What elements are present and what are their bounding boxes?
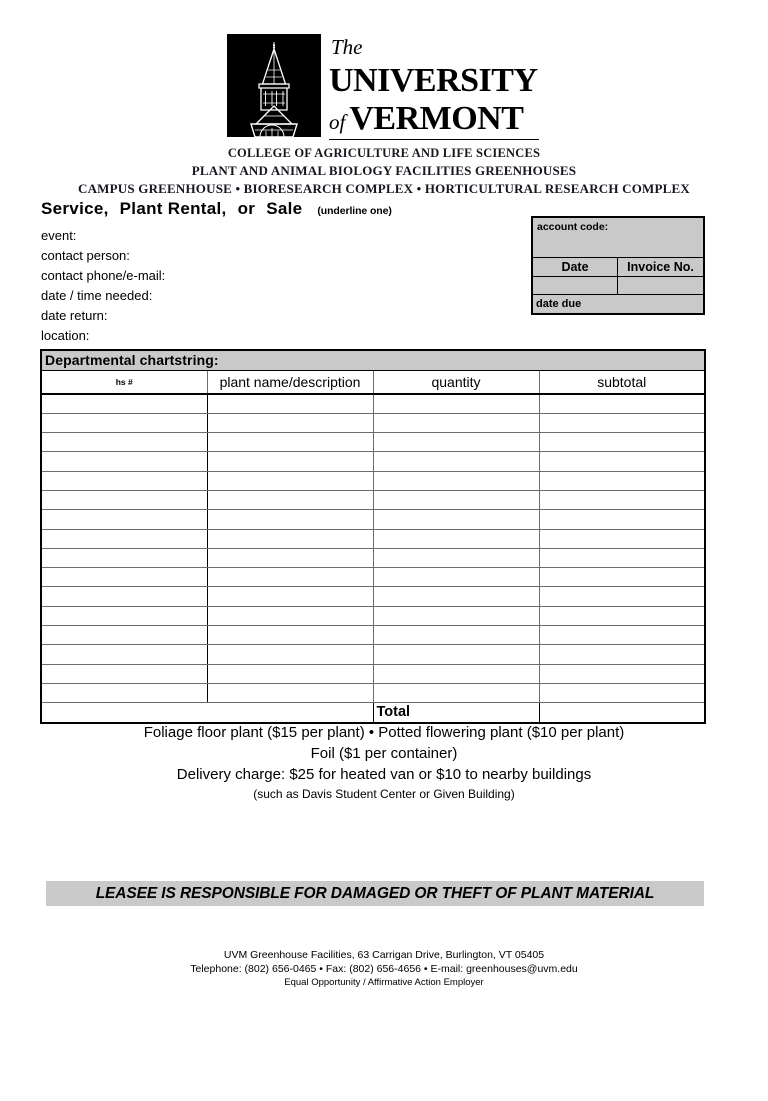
liability-banner: LEASEE IS RESPONSIBLE FOR DAMAGED OR THEFT OF PLANT MATERIAL [46,881,704,906]
column-header-description: plant name/description [207,371,373,395]
cell-hs[interactable] [41,490,207,509]
cell-quantity[interactable] [373,568,539,587]
cell-subtotal[interactable] [539,587,705,606]
cell-subtotal[interactable] [539,626,705,645]
table-row[interactable] [41,645,705,664]
date-due-field[interactable] [533,295,703,313]
cell-description[interactable] [207,587,373,606]
title-option-sale[interactable]: Sale [266,199,303,218]
table-row[interactable] [41,413,705,432]
cell-description[interactable] [207,413,373,432]
column-header-quantity: quantity [373,371,539,395]
cell-hs[interactable] [41,548,207,567]
account-code-label: account code: [537,221,609,233]
field-date-return[interactable] [41,306,501,326]
cell-description[interactable] [207,683,373,702]
title-option-service[interactable]: Service, [41,199,109,218]
title-conjunction-or: or [237,199,256,218]
page-title [41,199,392,219]
cell-quantity[interactable] [373,452,539,471]
total-spacer-hs [41,703,207,724]
departmental-chartstring-field[interactable] [41,350,705,371]
account-code-field[interactable] [533,218,703,258]
field-event[interactable] [41,226,501,246]
cell-description[interactable] [207,510,373,529]
underline-one-note: (underline one) [317,205,392,217]
table-row[interactable] [41,529,705,548]
cell-description[interactable] [207,433,373,452]
total-spacer-description [207,703,373,724]
footer [0,948,768,989]
cell-description[interactable] [207,394,373,413]
cell-description[interactable] [207,645,373,664]
facilities-line: CAMPUS GREENHOUSE • BIORESEARCH COMPLEX • HORTICULTURAL RESEARCH COMPLEX [78,181,690,196]
table-row[interactable] [41,587,705,606]
footer-contact: Telephone: (802) 656-0465 • Fax: (802) 656-4656 • E-mail: greenhouses@uvm.edu [190,963,578,975]
invoice-no-header: Invoice No. [627,260,694,274]
college-line: COLLEGE OF AGRICULTURE AND LIFE SCIENCES [227,146,541,160]
total-row [41,703,705,724]
table-row[interactable] [41,433,705,452]
field-contact-phone-email[interactable] [41,266,501,286]
cell-subtotal[interactable] [539,471,705,490]
cell-subtotal[interactable] [539,510,705,529]
uvm-wordmark [321,34,541,140]
footer-address: UVM Greenhouse Facilities, 63 Carrigan Drive, Burlington, VT 05405 [223,949,545,961]
table-row[interactable] [41,471,705,490]
cell-subtotal[interactable] [539,606,705,625]
cell-hs[interactable] [41,510,207,529]
column-header-hs: hs # [41,371,207,395]
invoice-no-value-cell[interactable] [618,277,703,294]
cell-quantity[interactable] [373,645,539,664]
field-date-time-needed-label: date / time needed: [41,288,153,303]
cell-subtotal[interactable] [539,413,705,432]
price-note-plants: Foliage floor plant ($15 per plant) • Potted flowering plant ($10 per plant) [143,724,625,741]
cell-quantity[interactable] [373,433,539,452]
cell-hs[interactable] [41,433,207,452]
department-line: PLANT AND ANIMAL BIOLOGY FACILITIES GREENHOUSES [191,163,577,178]
table-row[interactable] [41,548,705,567]
cell-description[interactable] [207,452,373,471]
date-header: Date [533,258,618,276]
wordmark-the: The [331,35,363,59]
cell-quantity[interactable] [373,394,539,413]
cell-quantity[interactable] [373,587,539,606]
account-box-value-row [533,277,703,295]
cell-quantity[interactable] [373,626,539,645]
price-notes [0,722,768,804]
cell-hs[interactable] [41,645,207,664]
wordmark-vermont: VERMONT [349,100,524,137]
field-location[interactable] [41,326,501,346]
cell-subtotal[interactable] [539,548,705,567]
cell-quantity[interactable] [373,471,539,490]
cell-hs[interactable] [41,568,207,587]
date-due-label: date due [536,298,582,310]
cell-hs[interactable] [41,587,207,606]
cell-subtotal[interactable] [539,683,705,702]
table-body [41,394,705,723]
cell-subtotal[interactable] [539,394,705,413]
wordmark-rule [329,139,539,140]
table-row[interactable] [41,452,705,471]
cell-description[interactable] [207,664,373,683]
cell-subtotal[interactable] [539,452,705,471]
cell-description[interactable] [207,606,373,625]
cell-hs[interactable] [41,626,207,645]
wordmark-university: UNIVERSITY [329,62,538,99]
order-line-items-table [40,349,706,724]
price-note-foil: Foil ($1 per container) [310,745,458,762]
table-row[interactable] [41,683,705,702]
account-box-header-row [533,258,703,277]
cell-hs[interactable] [41,394,207,413]
cell-description[interactable] [207,471,373,490]
price-note-nearby-examples: (such as Davis Student Center or Given Building) [253,787,515,801]
footer-eeo-statement: Equal Opportunity / Affirmative Action Employer [284,977,484,988]
cell-subtotal[interactable] [539,645,705,664]
field-location-label: location: [41,328,90,343]
cell-subtotal[interactable] [539,529,705,548]
cell-description[interactable] [207,548,373,567]
wordmark-of-vermont [329,100,541,138]
cell-description[interactable] [207,626,373,645]
field-contact-person-label: contact person: [41,248,130,263]
chartstring-row [41,350,705,371]
field-date-time-needed[interactable] [41,286,501,306]
table-header-row [41,371,705,395]
cell-quantity[interactable] [373,606,539,625]
field-event-label: event: [41,228,77,243]
table-row[interactable] [41,568,705,587]
uvm-ira-allen-chapel-tower-icon [227,34,321,137]
cell-quantity[interactable] [373,548,539,567]
letterhead [0,34,768,197]
cell-subtotal[interactable] [539,433,705,452]
table-head [41,350,705,394]
field-contact-person[interactable] [41,246,501,266]
table-row[interactable] [41,626,705,645]
cell-subtotal[interactable] [539,568,705,587]
table-row[interactable] [41,606,705,625]
cell-quantity[interactable] [373,413,539,432]
cell-quantity[interactable] [373,510,539,529]
cell-quantity[interactable] [373,490,539,509]
table-row[interactable] [41,490,705,509]
cell-description[interactable] [207,568,373,587]
table-row[interactable] [41,510,705,529]
cell-hs[interactable] [41,664,207,683]
cell-quantity[interactable] [373,529,539,548]
price-note-delivery: Delivery charge: $25 for heated van or $10 to nearby buildings [176,766,592,783]
cell-hs[interactable] [41,529,207,548]
cell-description[interactable] [207,490,373,509]
departmental-chartstring-label: Departmental chartstring: [45,352,219,368]
total-label: Total [373,703,539,724]
field-contact-phone-email-label: contact phone/e-mail: [41,268,166,283]
cell-hs[interactable] [41,683,207,702]
date-value-cell[interactable] [533,277,618,294]
table-row[interactable] [41,664,705,683]
cell-hs[interactable] [41,452,207,471]
cell-subtotal[interactable] [539,490,705,509]
cell-hs[interactable] [41,471,207,490]
column-header-subtotal: subtotal [539,371,705,395]
account-code-box [531,216,705,315]
cell-hs[interactable] [41,413,207,432]
cell-description[interactable] [207,529,373,548]
cell-quantity[interactable] [373,664,539,683]
wordmark-of: of [329,110,346,134]
title-option-plant-rental[interactable]: Plant Rental, [119,199,227,218]
cell-hs[interactable] [41,606,207,625]
total-value[interactable] [539,703,705,724]
form-fields [41,226,501,346]
field-date-return-label: date return: [41,308,108,323]
table-row[interactable] [41,394,705,413]
logo-row [0,34,768,140]
cell-quantity[interactable] [373,683,539,702]
cell-subtotal[interactable] [539,664,705,683]
